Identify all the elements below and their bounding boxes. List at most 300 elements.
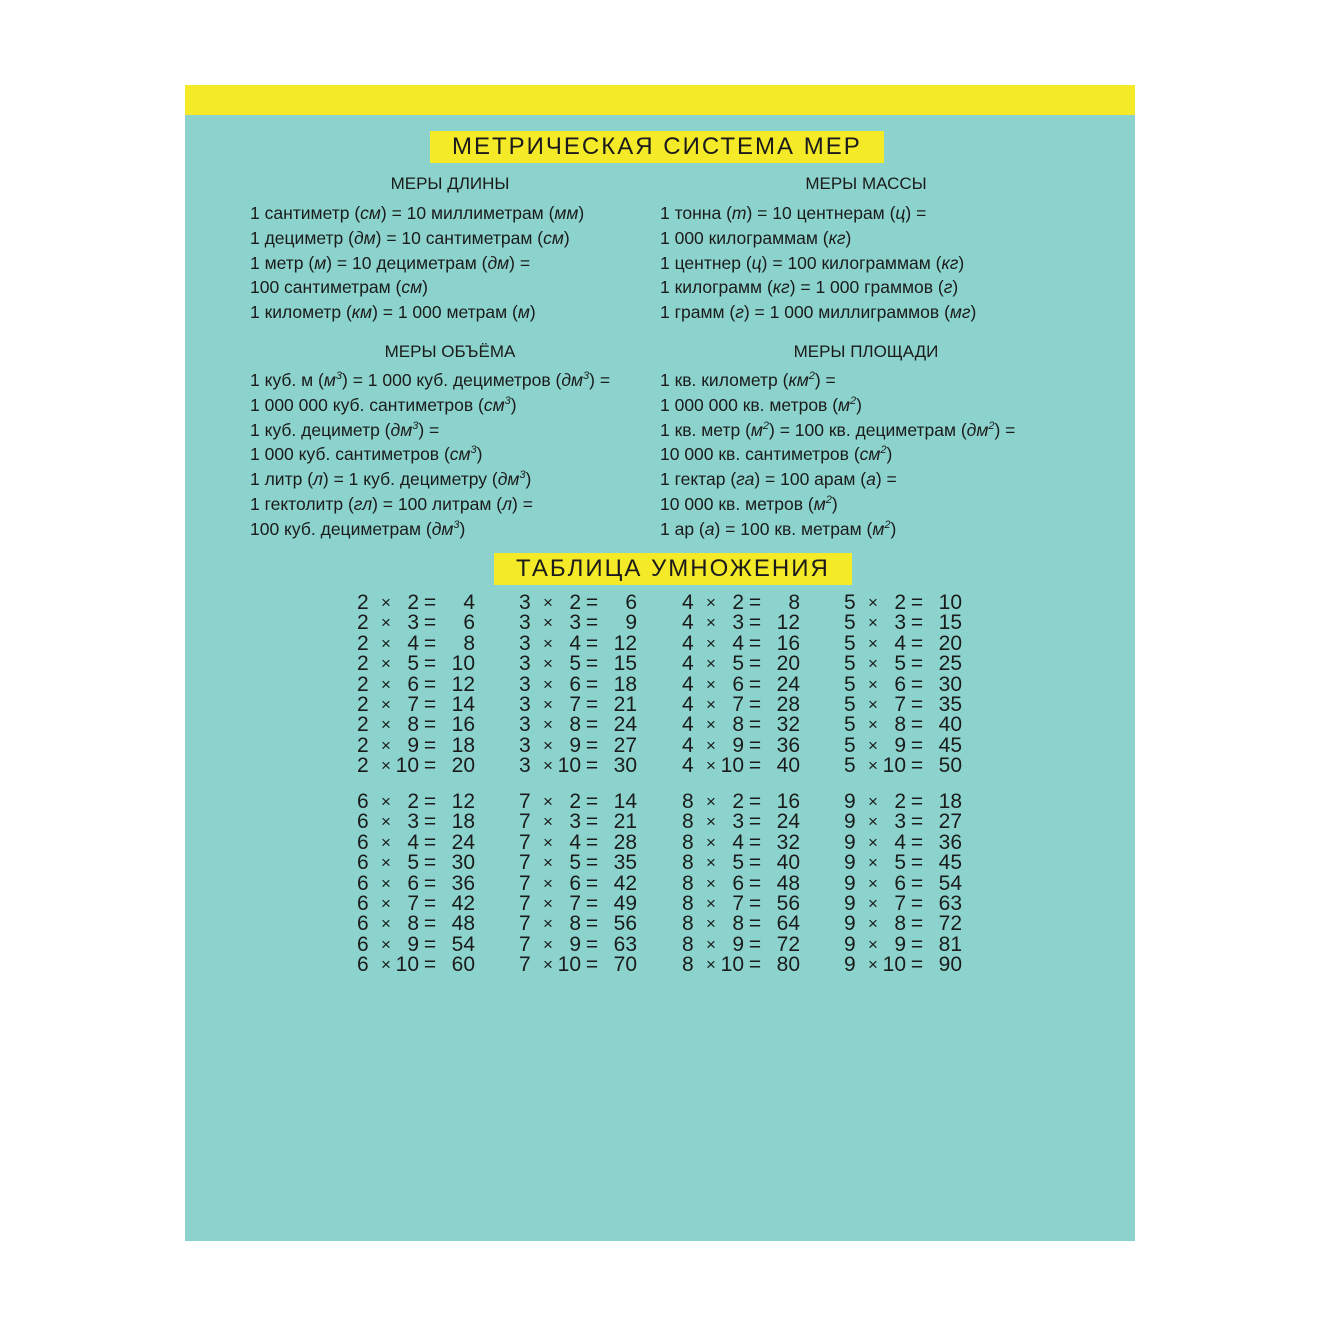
times-sign: × bbox=[706, 792, 716, 811]
equals-sign: = bbox=[748, 631, 762, 655]
factor-a: 9 bbox=[844, 891, 856, 915]
equals-sign: = bbox=[423, 851, 437, 875]
product: 35 bbox=[938, 692, 962, 716]
equals-sign: = bbox=[423, 953, 437, 977]
times-table-3 bbox=[519, 593, 649, 777]
factor-b: 6 bbox=[407, 672, 419, 696]
factor-b: 7 bbox=[732, 891, 744, 915]
times-sign: × bbox=[543, 593, 553, 612]
factor-a: 3 bbox=[519, 754, 531, 778]
times-sign: × bbox=[868, 955, 878, 975]
mass-line-5: 1 грамм (г) = 1 000 миллиграммов (мг) bbox=[660, 302, 977, 323]
product: 63 bbox=[613, 932, 637, 956]
equals-sign: = bbox=[423, 790, 437, 813]
product: 54 bbox=[938, 871, 962, 895]
times-row-4x7 bbox=[682, 692, 812, 716]
factor-b: 4 bbox=[894, 830, 906, 854]
length-heading: МЕРЫ ДЛИНЫ bbox=[390, 174, 510, 193]
factor-b: 8 bbox=[894, 713, 906, 737]
factor-b: 10 bbox=[882, 953, 906, 977]
factor-a: 4 bbox=[682, 692, 694, 716]
times-sign: × bbox=[868, 914, 878, 934]
times-sign: × bbox=[868, 633, 878, 653]
times-row-3x3 bbox=[519, 613, 649, 633]
factor-a: 9 bbox=[844, 953, 856, 977]
times-row-2x3 bbox=[357, 613, 487, 633]
times-row-3x2 bbox=[519, 593, 649, 613]
factor-b: 5 bbox=[407, 652, 419, 676]
volume-line-2: 1 000 000 куб. сантиметров $(см^3)$ bbox=[250, 394, 517, 415]
factor-a: 3 bbox=[519, 713, 531, 737]
times-sign: × bbox=[868, 853, 878, 873]
product: 24 bbox=[613, 713, 637, 737]
times-sign: × bbox=[381, 593, 391, 612]
times-sign: × bbox=[543, 934, 553, 954]
equals-sign: = bbox=[423, 692, 437, 716]
factor-b: 3 bbox=[894, 611, 906, 635]
equals-sign: = bbox=[423, 912, 437, 936]
product: 45 bbox=[938, 851, 962, 875]
times-row-4x4 bbox=[682, 631, 812, 655]
factor-b: 5 bbox=[407, 851, 419, 875]
factor-a: 8 bbox=[682, 953, 694, 977]
times-sign: × bbox=[543, 735, 553, 755]
times-row-4x10 bbox=[682, 756, 812, 776]
equals-sign: = bbox=[910, 631, 924, 655]
area-line-2: 1 000 000 кв. метров $(м^2)$ bbox=[660, 394, 862, 415]
equals-sign: = bbox=[585, 692, 599, 716]
product: 70 bbox=[613, 953, 637, 977]
product: 30 bbox=[451, 851, 475, 875]
factor-a: 7 bbox=[519, 871, 531, 895]
volume-line-4: 1 000 куб. сантиметров $(см^3)$ bbox=[250, 444, 483, 465]
product: 6 bbox=[463, 611, 475, 635]
equals-sign: = bbox=[748, 891, 762, 915]
times-sign: × bbox=[381, 832, 391, 852]
product: 16 bbox=[451, 713, 475, 737]
equals-sign: = bbox=[910, 810, 924, 834]
times-row-2x10 bbox=[357, 756, 487, 776]
volume-line-7: 100 куб. дециметрам $(дм^3)$ bbox=[250, 518, 466, 539]
area-line-1: 1 кв. километр $(км^2)$ = bbox=[660, 370, 836, 390]
factor-a: 7 bbox=[519, 851, 531, 875]
times-sign: × bbox=[706, 955, 716, 975]
times-sign: × bbox=[868, 715, 878, 735]
times-table-2 bbox=[357, 593, 487, 777]
times-row-9x6 bbox=[844, 871, 974, 895]
equals-sign: = bbox=[585, 810, 599, 834]
factor-a: 8 bbox=[682, 871, 694, 895]
product: 20 bbox=[776, 652, 800, 676]
factor-b: 5 bbox=[732, 851, 744, 875]
factor-a: 3 bbox=[519, 652, 531, 676]
factor-a: 7 bbox=[519, 891, 531, 915]
times-sign: × bbox=[706, 934, 716, 954]
factor-a: 9 bbox=[844, 871, 856, 895]
factor-b: 2 bbox=[569, 591, 581, 614]
times-sign: × bbox=[381, 812, 391, 832]
times-row-8x4 bbox=[682, 830, 812, 854]
product: 63 bbox=[938, 891, 962, 915]
factor-b: 6 bbox=[569, 672, 581, 696]
product: 18 bbox=[938, 790, 962, 813]
factor-a: 3 bbox=[519, 631, 531, 655]
product: 60 bbox=[451, 953, 475, 977]
equals-sign: = bbox=[910, 611, 924, 635]
times-row-8x7 bbox=[682, 891, 812, 915]
times-sign: × bbox=[868, 735, 878, 755]
factor-a: 5 bbox=[844, 631, 856, 655]
product: 14 bbox=[451, 692, 475, 716]
factor-a: 5 bbox=[844, 611, 856, 635]
length-line-1: 1 сантиметр (см) = 10 миллиметрам (мм) bbox=[250, 203, 585, 223]
area-heading: МЕРЫ ПЛОЩАДИ bbox=[793, 342, 939, 361]
factor-a: 2 bbox=[357, 652, 369, 676]
product: 20 bbox=[451, 754, 475, 778]
equals-sign: = bbox=[910, 754, 924, 778]
times-sign: × bbox=[543, 914, 553, 934]
times-sign: × bbox=[543, 853, 553, 873]
times-row-7x9 bbox=[519, 932, 649, 956]
equals-sign: = bbox=[748, 611, 762, 635]
times-row-4x3 bbox=[682, 613, 812, 633]
equals-sign: = bbox=[910, 932, 924, 956]
equals-sign: = bbox=[423, 652, 437, 676]
volume-lines bbox=[250, 368, 610, 542]
equals-sign: = bbox=[910, 953, 924, 977]
product: 18 bbox=[451, 810, 475, 834]
factor-a: 9 bbox=[844, 912, 856, 936]
times-sign: × bbox=[543, 893, 553, 913]
factor-a: 9 bbox=[844, 790, 856, 813]
times-row-8x9 bbox=[682, 932, 812, 956]
factor-b: 10 bbox=[720, 754, 744, 778]
length-line-4: 100 сантиметрам (см) bbox=[250, 277, 428, 298]
equals-sign: = bbox=[748, 672, 762, 696]
equals-sign: = bbox=[585, 631, 599, 655]
mass-line-4: 1 килограмм (кг) = 1 000 граммов (г) bbox=[660, 277, 959, 298]
factor-b: 9 bbox=[407, 932, 419, 956]
times-row-5x6 bbox=[844, 672, 974, 696]
times-row-5x2 bbox=[844, 593, 974, 613]
factor-a: 5 bbox=[844, 733, 856, 757]
product: 72 bbox=[938, 912, 962, 936]
factor-b: 4 bbox=[732, 631, 744, 655]
factor-b: 2 bbox=[894, 591, 906, 614]
factor-a: 8 bbox=[682, 932, 694, 956]
factor-a: 4 bbox=[682, 713, 694, 737]
times-sign: × bbox=[706, 756, 716, 776]
factor-b: 7 bbox=[732, 692, 744, 716]
product: 27 bbox=[613, 733, 637, 757]
times-sign: × bbox=[868, 934, 878, 954]
product: 21 bbox=[613, 692, 637, 716]
times-sign: × bbox=[543, 613, 553, 633]
factor-b: 2 bbox=[732, 790, 744, 813]
factor-a: 5 bbox=[844, 692, 856, 716]
times-row-7x6 bbox=[519, 871, 649, 895]
factor-b: 10 bbox=[557, 754, 581, 778]
times-sign: × bbox=[868, 812, 878, 832]
factor-b: 10 bbox=[720, 953, 744, 977]
times-row-9x3 bbox=[844, 812, 974, 832]
factor-a: 4 bbox=[682, 754, 694, 778]
times-sign: × bbox=[381, 715, 391, 735]
equals-sign: = bbox=[585, 912, 599, 936]
times-sign: × bbox=[868, 674, 878, 694]
factor-b: 9 bbox=[569, 932, 581, 956]
length-line-2: 1 дециметр (дм) = 10 сантиметрам (см) bbox=[250, 227, 570, 248]
times-sign: × bbox=[381, 613, 391, 633]
product: 32 bbox=[776, 830, 800, 854]
product: 24 bbox=[776, 810, 800, 834]
product: 50 bbox=[938, 754, 962, 778]
factor-b: 6 bbox=[732, 672, 744, 696]
factor-b: 10 bbox=[395, 953, 419, 977]
times-sign: × bbox=[381, 893, 391, 913]
times-sign: × bbox=[706, 715, 716, 735]
times-row-6x7 bbox=[357, 891, 487, 915]
equals-sign: = bbox=[748, 830, 762, 854]
times-row-9x2 bbox=[844, 792, 974, 812]
times-sign: × bbox=[706, 633, 716, 653]
equals-sign: = bbox=[585, 932, 599, 956]
times-sign: × bbox=[706, 735, 716, 755]
times-sign: × bbox=[706, 674, 716, 694]
product: 36 bbox=[776, 733, 800, 757]
factor-a: 6 bbox=[357, 871, 369, 895]
times-sign: × bbox=[868, 893, 878, 913]
equals-sign: = bbox=[748, 912, 762, 936]
times-table-8 bbox=[682, 792, 812, 976]
factor-a: 6 bbox=[357, 810, 369, 834]
equals-sign: = bbox=[910, 851, 924, 875]
product: 40 bbox=[776, 754, 800, 778]
equals-sign: = bbox=[748, 932, 762, 956]
times-row-8x5 bbox=[682, 853, 812, 873]
product: 36 bbox=[451, 871, 475, 895]
factor-b: 6 bbox=[894, 871, 906, 895]
length-line-5: 1 километр (км) = 1 000 метрам (м) bbox=[250, 302, 536, 323]
times-row-9x8 bbox=[844, 914, 974, 934]
equals-sign: = bbox=[910, 733, 924, 757]
factor-b: 7 bbox=[894, 891, 906, 915]
product: 32 bbox=[776, 713, 800, 737]
factor-a: 3 bbox=[519, 672, 531, 696]
times-sign: × bbox=[868, 593, 878, 612]
times-row-3x9 bbox=[519, 733, 649, 757]
factor-a: 6 bbox=[357, 912, 369, 936]
equals-sign: = bbox=[748, 652, 762, 676]
factor-b: 5 bbox=[569, 851, 581, 875]
factor-b: 6 bbox=[894, 672, 906, 696]
product: 36 bbox=[938, 830, 962, 854]
area-line-5: 1 гектар (га) = 100 арам (а) = bbox=[660, 469, 897, 490]
times-sign: × bbox=[706, 832, 716, 852]
product: 15 bbox=[938, 611, 962, 635]
equals-sign: = bbox=[423, 733, 437, 757]
factor-a: 7 bbox=[519, 953, 531, 977]
times-row-5x8 bbox=[844, 715, 974, 735]
area-line-6: 10 000 кв. метров $(м^2)$ bbox=[660, 493, 838, 514]
product: 72 bbox=[776, 932, 800, 956]
factor-a: 5 bbox=[844, 652, 856, 676]
volume-line-5: 1 литр (л) = 1 куб. дециметру $(дм^3)$ bbox=[250, 469, 532, 490]
times-row-5x7 bbox=[844, 692, 974, 716]
times-row-6x9 bbox=[357, 932, 487, 956]
factor-b: 2 bbox=[407, 790, 419, 813]
times-row-2x9 bbox=[357, 733, 487, 757]
product: 49 bbox=[613, 891, 637, 915]
factor-b: 3 bbox=[732, 810, 744, 834]
product: 30 bbox=[938, 672, 962, 696]
equals-sign: = bbox=[910, 790, 924, 813]
product: 10 bbox=[938, 591, 962, 614]
factor-a: 8 bbox=[682, 851, 694, 875]
times-row-2x8 bbox=[357, 715, 487, 735]
times-row-5x9 bbox=[844, 733, 974, 757]
equals-sign: = bbox=[585, 713, 599, 737]
factor-a: 7 bbox=[519, 790, 531, 813]
factor-b: 3 bbox=[407, 611, 419, 635]
times-sign: × bbox=[543, 873, 553, 893]
equals-sign: = bbox=[423, 810, 437, 834]
times-row-8x8 bbox=[682, 914, 812, 934]
product: 12 bbox=[613, 631, 637, 655]
product: 56 bbox=[776, 891, 800, 915]
factor-a: 5 bbox=[844, 591, 856, 614]
times-row-9x9 bbox=[844, 932, 974, 956]
times-sign: × bbox=[706, 654, 716, 674]
factor-a: 4 bbox=[682, 652, 694, 676]
mass-lines bbox=[660, 201, 976, 325]
times-sign: × bbox=[706, 694, 716, 714]
mass-line-1: 1 тонна (т) = 10 центнерам (ц) = bbox=[660, 203, 927, 223]
factor-a: 9 bbox=[844, 830, 856, 854]
equals-sign: = bbox=[748, 790, 762, 813]
mass-heading: МЕРЫ МАССЫ bbox=[805, 174, 927, 193]
equals-sign: = bbox=[585, 871, 599, 895]
factor-a: 5 bbox=[844, 672, 856, 696]
volume-heading: МЕРЫ ОБЪЁМА bbox=[384, 342, 516, 361]
times-row-4x6 bbox=[682, 672, 812, 696]
factor-b: 8 bbox=[407, 713, 419, 737]
times-row-2x6 bbox=[357, 672, 487, 696]
factor-b: 5 bbox=[569, 652, 581, 676]
product: 48 bbox=[776, 871, 800, 895]
times-row-6x3 bbox=[357, 812, 487, 832]
equals-sign: = bbox=[585, 891, 599, 915]
factor-b: 2 bbox=[894, 790, 906, 813]
product: 30 bbox=[613, 754, 637, 778]
times-sign: × bbox=[543, 694, 553, 714]
factor-b: 8 bbox=[894, 912, 906, 936]
product: 27 bbox=[938, 810, 962, 834]
equals-sign: = bbox=[748, 591, 762, 614]
factor-b: 8 bbox=[569, 713, 581, 737]
volume-line-6: 1 гектолитр (гл) = 100 литрам (л) = bbox=[250, 493, 533, 514]
factor-a: 4 bbox=[682, 631, 694, 655]
factor-a: 4 bbox=[682, 611, 694, 635]
equals-sign: = bbox=[910, 830, 924, 854]
product: 16 bbox=[776, 790, 800, 813]
product: 28 bbox=[613, 830, 637, 854]
product: 40 bbox=[776, 851, 800, 875]
times-sign: × bbox=[381, 934, 391, 954]
product: 18 bbox=[451, 733, 475, 757]
times-row-7x8 bbox=[519, 914, 649, 934]
factor-b: 3 bbox=[732, 611, 744, 635]
factor-a: 7 bbox=[519, 932, 531, 956]
times-row-3x8 bbox=[519, 715, 649, 735]
equals-sign: = bbox=[748, 713, 762, 737]
times-sign: × bbox=[543, 674, 553, 694]
equals-sign: = bbox=[423, 713, 437, 737]
times-row-3x6 bbox=[519, 672, 649, 696]
factor-b: 4 bbox=[732, 830, 744, 854]
product: 81 bbox=[938, 932, 962, 956]
times-sign: × bbox=[381, 674, 391, 694]
length-lines bbox=[250, 201, 584, 325]
factor-a: 8 bbox=[682, 912, 694, 936]
product: 12 bbox=[451, 672, 475, 696]
factor-a: 2 bbox=[357, 611, 369, 635]
times-sign: × bbox=[381, 694, 391, 714]
times-sign: × bbox=[381, 853, 391, 873]
factor-a: 4 bbox=[682, 672, 694, 696]
times-sign: × bbox=[706, 853, 716, 873]
factor-b: 5 bbox=[894, 851, 906, 875]
equals-sign: = bbox=[910, 891, 924, 915]
equals-sign: = bbox=[585, 790, 599, 813]
product: 25 bbox=[938, 652, 962, 676]
equals-sign: = bbox=[748, 810, 762, 834]
times-sign: × bbox=[868, 654, 878, 674]
factor-a: 7 bbox=[519, 912, 531, 936]
factor-b: 7 bbox=[569, 692, 581, 716]
product: 90 bbox=[938, 953, 962, 977]
times-sign: × bbox=[706, 613, 716, 633]
factor-a: 4 bbox=[682, 591, 694, 614]
factor-a: 6 bbox=[357, 953, 369, 977]
times-row-8x10 bbox=[682, 955, 812, 975]
times-sign: × bbox=[706, 893, 716, 913]
equals-sign: = bbox=[585, 611, 599, 635]
times-row-6x6 bbox=[357, 871, 487, 895]
product: 42 bbox=[451, 891, 475, 915]
volume-line-3: 1 куб. дециметр $(дм^3)$ = bbox=[250, 419, 440, 440]
equals-sign: = bbox=[423, 932, 437, 956]
product: 12 bbox=[451, 790, 475, 813]
factor-b: 9 bbox=[894, 932, 906, 956]
factor-b: 5 bbox=[894, 652, 906, 676]
times-row-5x3 bbox=[844, 613, 974, 633]
factor-b: 9 bbox=[732, 932, 744, 956]
times-sign: × bbox=[543, 715, 553, 735]
equals-sign: = bbox=[748, 692, 762, 716]
times-row-6x2 bbox=[357, 792, 487, 812]
factor-a: 9 bbox=[844, 810, 856, 834]
times-row-9x4 bbox=[844, 830, 974, 854]
times-row-2x4 bbox=[357, 631, 487, 655]
product: 8 bbox=[788, 591, 800, 614]
factor-b: 5 bbox=[732, 652, 744, 676]
product: 21 bbox=[613, 810, 637, 834]
times-sign: × bbox=[706, 593, 716, 612]
times-sign: × bbox=[868, 832, 878, 852]
times-row-6x5 bbox=[357, 853, 487, 873]
product: 18 bbox=[613, 672, 637, 696]
